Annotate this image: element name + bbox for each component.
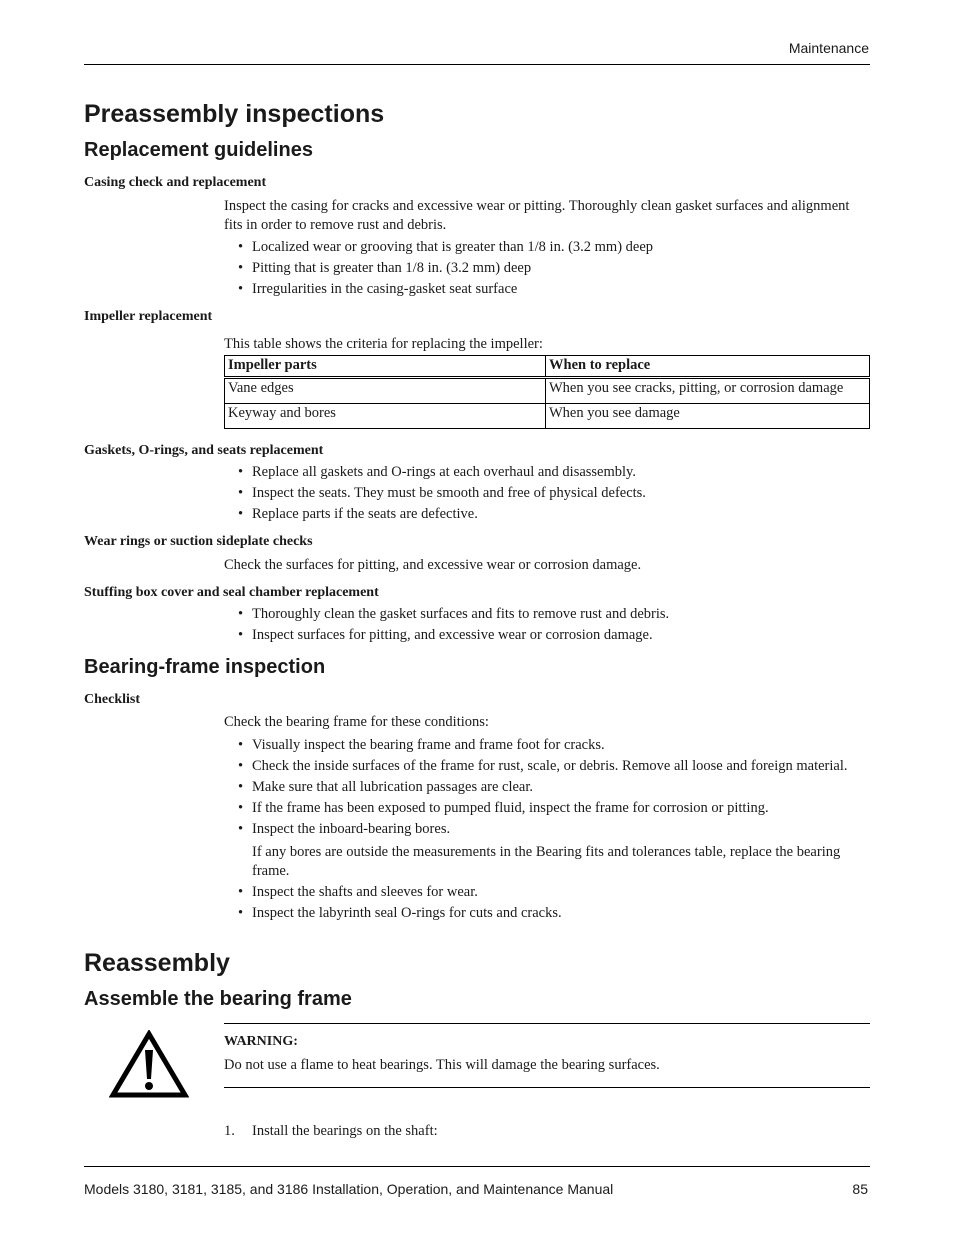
table-header-cell: Impeller parts: [225, 356, 546, 378]
heading-assemble-bearing-frame: Assemble the bearing frame: [84, 988, 352, 1010]
checklist-intro: Check the bearing frame for these conditions:: [224, 714, 489, 730]
checklist-bullet-list: [238, 735, 878, 840]
list-item: • Localized wear or grooving that is greater than 1/8 in. (3.2 mm) deep: [238, 237, 878, 258]
page-number: 85: [852, 1181, 868, 1197]
footer-rule: [84, 1166, 870, 1167]
list-item: • Replace all gaskets and O-rings at each overhaul and disassembly.: [238, 462, 878, 483]
heading-casing: Casing check and replacement: [84, 175, 267, 190]
heading-reassembly: Reassembly: [84, 949, 230, 977]
table-row: [225, 404, 870, 429]
list-item: • Inspect surfaces for pitting, and excessive wear or corrosion damage.: [238, 625, 878, 646]
step-text: Install the bearings on the shaft:: [252, 1123, 438, 1139]
stuffing-box-bullet-list: [238, 604, 878, 646]
table-header-cell: When to replace: [546, 356, 870, 378]
heading-checklist: Checklist: [84, 692, 140, 707]
table-cell: Vane edges: [225, 378, 546, 404]
impeller-intro: This table shows the criteria for replacing the impeller:: [224, 336, 543, 352]
list-item: • Visually inspect the bearing frame and frame foot for cracks.: [238, 735, 878, 756]
table-row: [225, 378, 870, 404]
list-item: • Check the inside surfaces of the frame for rust, scale, or debris. Remove all loose and foreign material.: [238, 756, 878, 777]
list-item: • Inspect the labyrinth seal O-rings for cuts and cracks.: [238, 903, 878, 924]
list-item: • Inspect the inboard-bearing bores.: [238, 819, 878, 840]
list-item: • Irregularities in the casing-gasket seat surface: [238, 279, 878, 300]
heading-stuffing-box: Stuffing box cover and seal chamber replacement: [84, 585, 379, 600]
step-number: 1.: [224, 1123, 235, 1139]
footer-manual-title: Models 3180, 3181, 3185, and 3186 Installation, Operation, and Maintenance Manual: [84, 1181, 614, 1197]
heading-impeller: Impeller replacement: [84, 309, 213, 324]
heading-replacement-guidelines: Replacement guidelines: [84, 139, 313, 161]
list-item: • Thoroughly clean the gasket surfaces and fits to remove rust and debris.: [238, 604, 878, 625]
warning-label: WARNING:: [224, 1034, 298, 1049]
list-item: • If the frame has been exposed to pumped fluid, inspect the frame for corrosion or pitting.: [238, 798, 878, 819]
table-cell: When you see damage: [546, 404, 870, 429]
warning-icon: [109, 1030, 189, 1098]
table-cell: Keyway and bores: [225, 404, 546, 429]
list-item: • Pitting that is greater than 1/8 in. (3.2 mm) deep: [238, 258, 878, 279]
list-item: • Make sure that all lubrication passages are clear.: [238, 777, 878, 798]
heading-bearing-frame-inspection: Bearing-frame inspection: [84, 656, 326, 678]
table-header-row: [225, 356, 870, 378]
heading-wear-rings: Wear rings or suction sideplate checks: [84, 534, 313, 549]
gaskets-bullet-list: [238, 462, 878, 525]
heading-gaskets: Gaskets, O-rings, and seats replacement: [84, 443, 324, 458]
list-item: • Replace parts if the seats are defective.: [238, 504, 878, 525]
table-cell: When you see cracks, pitting, or corrosion damage: [546, 378, 870, 404]
checklist-bullet-list-continued: [238, 882, 878, 924]
list-item: • Inspect the shafts and sleeves for wear.: [238, 882, 878, 903]
wear-rings-text: Check the surfaces for pitting, and excessive wear or corrosion damage.: [224, 557, 642, 573]
running-header: Maintenance: [788, 40, 869, 56]
heading-preassembly: Preassembly inspections: [84, 100, 385, 128]
header-rule: [84, 64, 870, 65]
warning-text: Do not use a flame to heat bearings. This will damage the bearing surfaces.: [224, 1057, 660, 1073]
impeller-criteria-table: [224, 355, 870, 429]
list-item: • Inspect the seats. They must be smooth and free of physical defects.: [238, 483, 878, 504]
casing-intro: Inspect the casing for cracks and excessive wear or pitting. Thoroughly clean gasket surfaces and alignment fits in order to remove rust and debris.: [224, 198, 850, 233]
casing-bullet-list: [238, 237, 878, 300]
bore-note: If any bores are outside the measurements in the Bearing fits and tolerances table, replace the bearing frame.: [252, 844, 841, 879]
